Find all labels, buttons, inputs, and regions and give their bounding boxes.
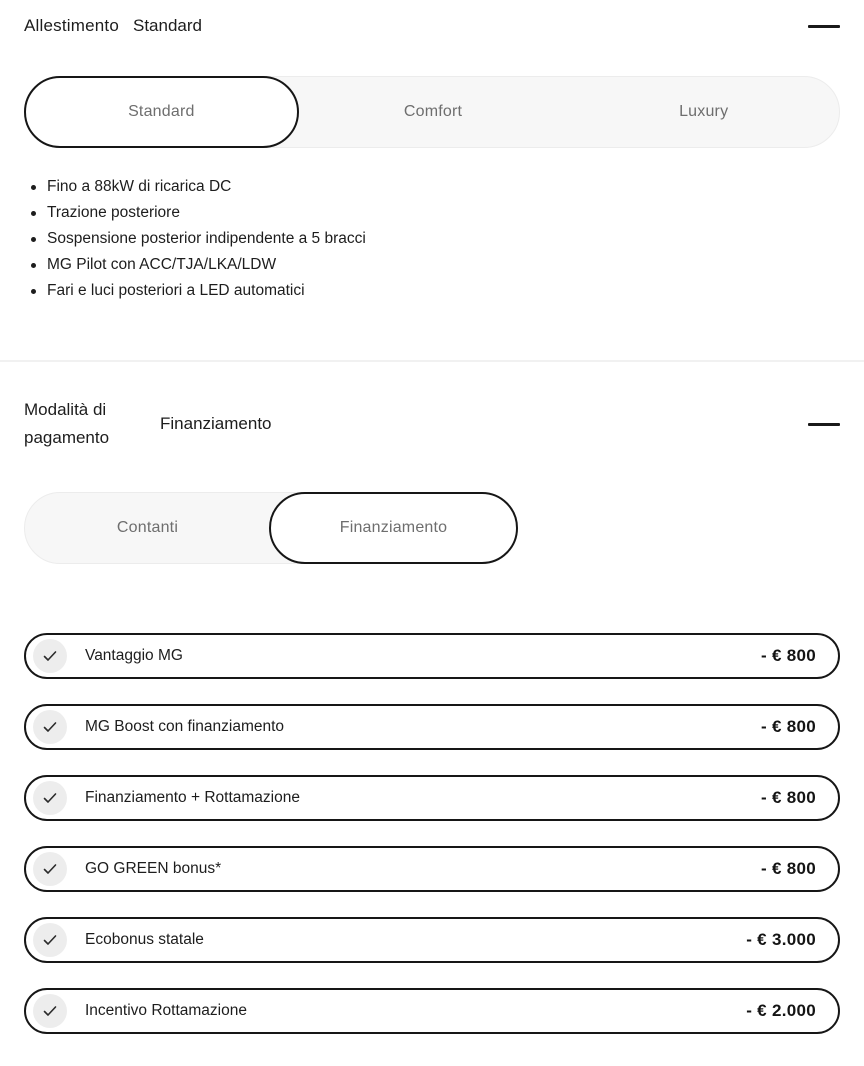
payment-section-header <box>24 396 840 452</box>
check-icon <box>33 781 67 815</box>
section-divider <box>0 360 864 362</box>
discount-row-finanziamento-rottamazione[interactable] <box>24 775 840 821</box>
discount-list <box>24 633 840 1034</box>
payment-section-title: Modalità di pagamento <box>24 400 110 447</box>
trim-option-luxury[interactable]: Luxury <box>568 77 839 147</box>
discount-amount: - € 800 <box>760 859 816 878</box>
discount-row-ecobonus-statale[interactable] <box>24 917 840 963</box>
discount-label: Vantaggio MG <box>85 647 183 664</box>
discount-amount: - € 800 <box>760 717 816 736</box>
trim-selected-value: Standard <box>133 16 202 35</box>
discount-label: MG Boost con finanziamento <box>85 718 285 735</box>
payment-option-contanti[interactable]: Contanti <box>25 493 270 563</box>
check-icon <box>33 710 67 744</box>
discount-label: Ecobonus statale <box>85 931 204 948</box>
trim-feature-list <box>24 174 840 304</box>
discount-row-incentivo-rottamazione[interactable] <box>24 988 840 1034</box>
discount-amount: - € 800 <box>760 788 816 807</box>
feature-item: Fari e luci posteriori a LED automatici <box>24 278 840 304</box>
feature-item: Fino a 88kW di ricarica DC <box>24 174 840 200</box>
discount-amount: - € 800 <box>760 646 816 665</box>
discount-label: Finanziamento + Rottamazione <box>85 789 300 806</box>
discount-row-vantaggio-mg[interactable] <box>24 633 840 679</box>
discount-amount: - € 2.000 <box>746 1001 816 1020</box>
discount-label: GO GREEN bonus* <box>85 860 222 877</box>
feature-item: Sospensione posterior indipendente a 5 bracci <box>24 226 840 252</box>
trim-section-header <box>24 16 840 36</box>
configurator-panel <box>0 16 864 1034</box>
minus-icon <box>808 423 840 426</box>
discount-row-mg-boost[interactable] <box>24 704 840 750</box>
trim-section-title: Allestimento <box>24 16 119 35</box>
check-icon <box>33 852 67 886</box>
payment-option-finanziamento[interactable]: Finanziamento <box>269 492 518 564</box>
feature-item: Trazione posteriore <box>24 200 840 226</box>
trim-collapse-button[interactable] <box>808 19 840 34</box>
minus-icon <box>808 25 840 28</box>
payment-collapse-button[interactable] <box>808 417 840 432</box>
trim-segmented-control <box>24 76 840 148</box>
feature-item: MG Pilot con ACC/TJA/LKA/LDW <box>24 252 840 278</box>
discount-row-go-green-bonus[interactable] <box>24 846 840 892</box>
trim-option-standard[interactable]: Standard <box>24 76 299 148</box>
payment-segmented-control <box>24 492 518 564</box>
discount-amount: - € 3.000 <box>746 930 816 949</box>
trim-option-comfort[interactable]: Comfort <box>298 77 569 147</box>
check-icon <box>33 639 67 673</box>
payment-selected-value: Finanziamento <box>160 414 272 433</box>
check-icon <box>33 994 67 1028</box>
discount-label: Incentivo Rottamazione <box>85 1002 247 1019</box>
check-icon <box>33 923 67 957</box>
